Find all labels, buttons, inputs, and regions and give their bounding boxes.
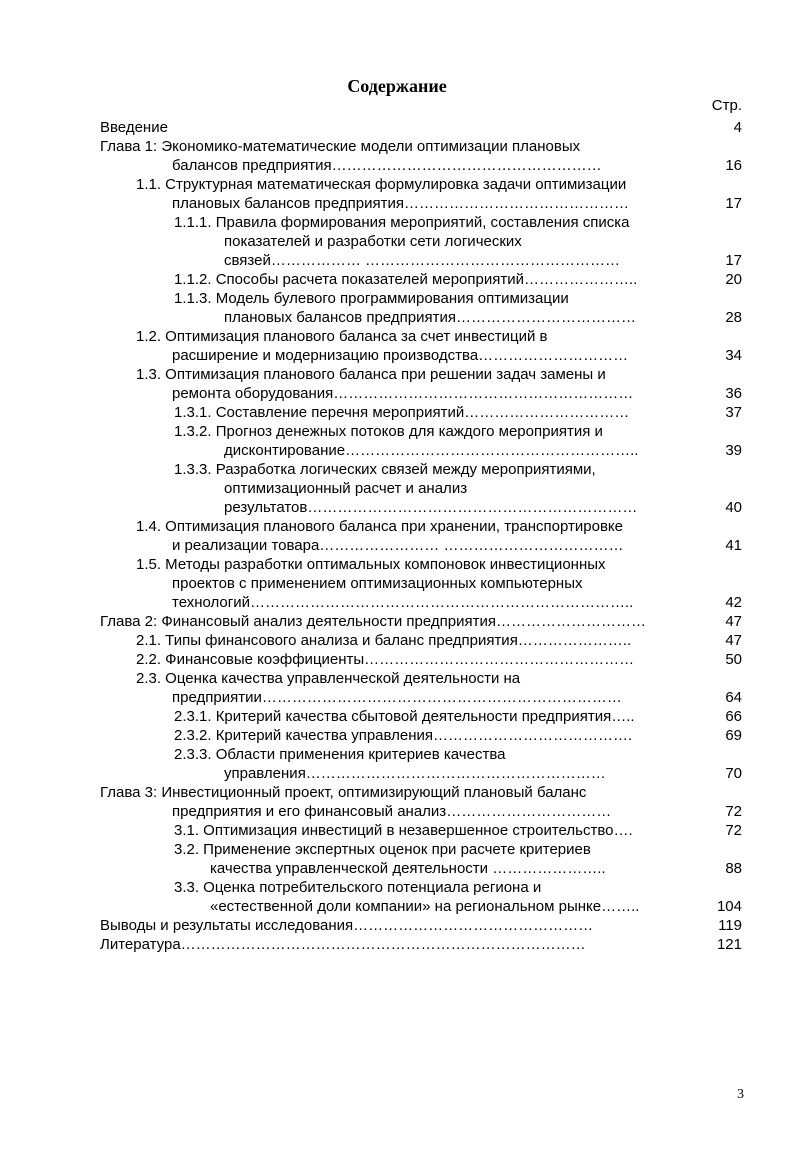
toc-entry-text: предприятии……………………………………………………………… xyxy=(172,689,622,706)
toc-entry-text: ремонта оборудования…………………………………………………… xyxy=(172,385,634,402)
toc-entry-page: 121 xyxy=(716,936,742,953)
toc-entry-text: связей……………… …………………………………………… xyxy=(224,252,621,269)
toc-entry-page: 42 xyxy=(725,594,742,611)
toc-entry xyxy=(0,422,794,460)
page-column-label: Стр. xyxy=(711,97,742,114)
toc-entry-text: 1.3.3. Разработка логических связей между мероприятиями, xyxy=(174,461,596,478)
toc-entry-page: 50 xyxy=(725,651,742,668)
toc-entry-text: 1.1.2. Способы расчета показателей мероприятий………………….. xyxy=(174,271,638,288)
toc-entry-text: 3.1. Оптимизация инвестиций в незавершенное строительство…. xyxy=(174,822,633,839)
toc-entry xyxy=(0,840,794,878)
toc-entry-page: 17 xyxy=(725,252,742,269)
toc-entry-text: 1.3. Оптимизация планового баланса при решении задач замены и xyxy=(136,366,606,383)
toc-entry-text: 2.3.1. Критерий качества сбытовой деятельности предприятия….. xyxy=(174,708,635,725)
toc-entry-text: 3.3. Оценка потребительского потенциала региона и xyxy=(174,879,542,896)
toc-entry xyxy=(0,612,794,631)
page-title: Содержание xyxy=(347,76,447,96)
toc-entry-text: Глава 2: Финансовый анализ деятельности предприятия………………………… xyxy=(100,613,646,630)
toc-entry-page: 4 xyxy=(733,119,742,136)
toc-entry-text: дисконтирование………………………………………………….. xyxy=(224,442,639,459)
toc-entry-text: 1.3.1. Составление перечня мероприятий…………………………… xyxy=(174,404,630,421)
toc-entry-text: Литература……………………………………………………………………… xyxy=(100,936,586,953)
toc-entry-page: 40 xyxy=(725,499,742,516)
toc-entry-page: 69 xyxy=(725,727,742,744)
toc-entry-page: 72 xyxy=(725,822,742,839)
toc-entry-page: 34 xyxy=(725,347,742,364)
toc-entry xyxy=(0,460,794,517)
toc-entry-text: 2.1. Типы финансового анализа и баланс предприятия………………….. xyxy=(136,632,632,649)
toc-entry-text: 1.1.1. Правила формирования мероприятий, составления списка xyxy=(174,214,630,231)
toc-entry-text: управления…………………………………………………… xyxy=(224,765,606,782)
page-number: 3 xyxy=(737,1087,744,1102)
table-of-contents xyxy=(0,118,794,954)
toc-entry-text: качества управленческой деятельности ………………….. xyxy=(210,860,606,877)
toc-entry-page: 64 xyxy=(725,689,742,706)
toc-entry xyxy=(0,726,794,745)
toc-entry-page: 88 xyxy=(725,860,742,877)
toc-entry xyxy=(0,327,794,365)
toc-entry xyxy=(0,137,794,175)
toc-entry-page: 37 xyxy=(725,404,742,421)
toc-entry-text: Глава 1: Экономико-математические модели оптимизации плановых xyxy=(100,138,581,155)
toc-entry-text: 1.1. Структурная математическая формулировка задачи оптимизации xyxy=(136,176,627,193)
toc-entry xyxy=(0,175,794,213)
toc-entry-page: 119 xyxy=(718,917,742,934)
toc-entry-page: 17 xyxy=(725,195,742,212)
toc-entry-text: плановых балансов предприятия……………………………………… xyxy=(172,195,629,212)
toc-entry xyxy=(0,783,794,821)
toc-entry xyxy=(0,935,794,954)
toc-entry-text: Выводы и результаты исследования………………………………………… xyxy=(100,917,594,934)
toc-entry-text: 1.1.3. Модель булевого программирования оптимизации xyxy=(174,290,569,307)
toc-entry xyxy=(0,878,794,916)
toc-entry-text: Глава 3: Инвестиционный проект, оптимизирующий плановый баланс xyxy=(100,784,587,801)
toc-entry-text: проектов с применением оптимизационных компьютерных xyxy=(172,575,583,592)
toc-entry-page: 72 xyxy=(725,803,742,820)
toc-entry-text: плановых балансов предприятия……………………………… xyxy=(224,309,636,326)
toc-entry-page: 36 xyxy=(725,385,742,402)
toc-entry-page: 39 xyxy=(725,442,742,459)
toc-entry-text: 2.3.3. Области применения критериев качества xyxy=(174,746,506,763)
toc-entry-text: технологий………………………………………………………………….. xyxy=(172,594,634,611)
toc-entry-text: и реализации товара…………………… ……………………………… xyxy=(172,537,624,554)
toc-entry-text: 1.2. Оптимизация планового баланса за счет инвестиций в xyxy=(136,328,548,345)
toc-entry-page: 70 xyxy=(725,765,742,782)
toc-entry-text: 1.4. Оптимизация планового баланса при хранении, транспортировке xyxy=(136,518,624,535)
toc-entry-text: предприятия и его финансовый анализ…………………………… xyxy=(172,803,612,820)
toc-entry xyxy=(0,821,794,840)
toc-entry xyxy=(0,270,794,289)
toc-entry-page: 28 xyxy=(725,309,742,326)
toc-entry xyxy=(0,631,794,650)
toc-entry-text: 2.3. Оценка качества управленческой деятельности на xyxy=(136,670,521,687)
toc-entry-page: 47 xyxy=(725,613,742,630)
toc-entry xyxy=(0,745,794,783)
toc-entry-text: 1.5. Методы разработки оптимальных компоновок инвестиционных xyxy=(136,556,606,573)
toc-entry-page: 66 xyxy=(725,708,742,725)
toc-entry-text: показателей и разработки сети логических xyxy=(224,233,522,250)
toc-entry-page: 16 xyxy=(725,157,742,174)
toc-entry xyxy=(0,707,794,726)
toc-entry-text: 2.2. Финансовые коэффициенты……………………………………………… xyxy=(136,651,635,668)
toc-entry-text: расширение и модернизацию производства………………………… xyxy=(172,347,629,364)
toc-entry-text: результатов………………………………………………………… xyxy=(224,499,638,516)
toc-entry xyxy=(0,669,794,707)
toc-entry-page: 104 xyxy=(716,898,742,915)
toc-entry xyxy=(0,403,794,422)
toc-entry xyxy=(0,289,794,327)
toc-entry-text: оптимизационный расчет и анализ xyxy=(224,480,468,497)
toc-entry-text: «естественной доли компании» на региональном рынке…….. xyxy=(210,898,640,915)
toc-entry-text: 2.3.2. Критерий качества управления…………………………………. xyxy=(174,727,633,744)
toc-entry xyxy=(0,213,794,270)
toc-entry xyxy=(0,365,794,403)
toc-entry xyxy=(0,650,794,669)
toc-entry-text: Введение xyxy=(100,119,168,136)
toc-entry xyxy=(0,916,794,935)
toc-entry xyxy=(0,517,794,555)
toc-entry xyxy=(0,555,794,612)
toc-entry-text: 1.3.2. Прогноз денежных потоков для каждого мероприятия и xyxy=(174,423,603,440)
toc-entry-text: балансов предприятия……………………………………………… xyxy=(172,157,602,174)
toc-entry-page: 41 xyxy=(725,537,742,554)
toc-entry-page: 20 xyxy=(725,271,742,288)
toc-entry-text: 3.2. Применение экспертных оценок при расчете критериев xyxy=(174,841,591,858)
toc-entry xyxy=(0,118,794,137)
toc-entry-page: 47 xyxy=(725,632,742,649)
